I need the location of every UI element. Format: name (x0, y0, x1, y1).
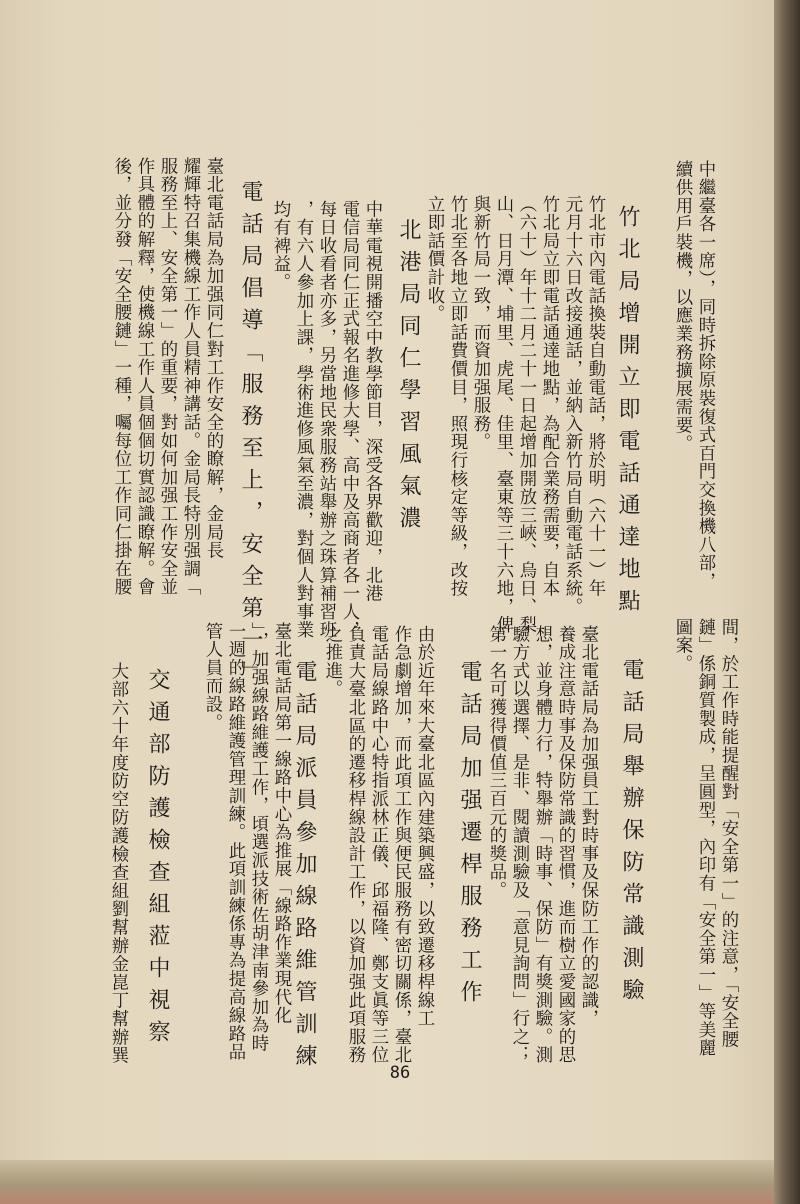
article-title-beigang: 北港局同仁學習風氣濃 (396, 218, 421, 538)
article-title-quiz: 電話局舉辦保防常識測驗 (619, 658, 644, 1010)
article-body-training: 臺北電話局第一線路中心為推展「線路作業現代化 」，加强線路維護工作，頃選派技術佐胡津南參加為時 一週的線路維護管理訓練。此項訓練係專為提高線路品 管人員而設。 (202, 622, 291, 1062)
article-body-safety: 臺北電話局為加强同仁對工作安全的瞭解，金局長 耀輝特召集機線工作人員精神講話。金局長特別强調「 服務至上、安全第一」的重要，對如何加强工作安全並 作具體的解釋，使機線工作人員個個切實認識瞭解。會 後，並分發「安全腰鏈」一種，囑每位工作同仁掛在腰 (111, 157, 223, 597)
bottom-continuation-text: 間，於工作時能提醒對「安全第一」的注意，「安全腰 鏈」係銅質製成，呈圓型，內印有「安全第一」等美麗 圖案。 (672, 618, 738, 1058)
article-body-pole: 由於近年來大臺北區內建築興盛，以致遷移桿線工 作急劇增加，而此項工作與便民服務有密切關係，臺北 電話局線路中心特指派林正儀、邱福隆、鄭支眞等三位 負責大臺北區的遷移桿線設計工作，以資加强此項服務 之推進。 (322, 625, 434, 1065)
page-number: 86 (389, 1063, 411, 1083)
article-title-zhubei: 竹北局增開立即電話通達地點 (615, 205, 640, 621)
book-bottom-edge (0, 1160, 800, 1204)
article-body-beigang: 中華電視開播空中教學節目，深受各界歡迎，北港 電信局同仁正式報名進修大學、高中及高商者各一人， 每日收看者亦多，另當地民衆服務站舉辦之珠算補習班 ，有六人參加上課，學術進修風氣至濃，對個人對事業 均有裨益。 (270, 200, 382, 640)
article-title-pole: 電話局加强遷桿服務工作 (457, 660, 482, 1012)
top-continuation-text: 中繼臺各一席），同時拆除原裝復式百門交換機八部， 續供用戶裝機，以應業務擴展需要。 (672, 160, 715, 591)
article-body-quiz: 臺北電話局為加强員工對時事及保防工作的認識， 養成注意時事及保防常識的習慣，進而樹立愛國家的思 想，並身體力行，特舉辦「時事、保防」有獎測驗。測 驗方式以選擇、是非、閱讀測驗及「意見詢問」行之； 第一名可獲得價值三百元的獎品。 (486, 625, 598, 1065)
article-body-inspection: 大部六十年度防空防護檢查組劉幫辦金崑丁幫辦巽 (108, 662, 128, 1065)
article-body-zhubei: 竹北市內電話換裝自動電話，將於明（六十一）年 元月十六日改接通話，並納入新竹局自動電話系統。 竹北局立即電話通達地點，為配合業務需要，自本 （六十）年十二月二十一日起增加開放三峽、烏日、梨 山、日月潭、埔里、虎尾、佳里、臺東等三十六地，俾 與新竹局一致，而資加强服務。 竹北至各地立即話費價目，照現行核定等級，改按 立即話價計收。 (424, 195, 605, 635)
article-title-training: 電話局派員參加線路維管訓練 (292, 660, 317, 1076)
article-title-safety: 電話局倡導「服務至上，安全第一」 (238, 180, 263, 692)
book-right-edge (774, 0, 800, 1204)
article-title-inspection: 交通部防護檢查組蒞中視察 (145, 668, 170, 1052)
